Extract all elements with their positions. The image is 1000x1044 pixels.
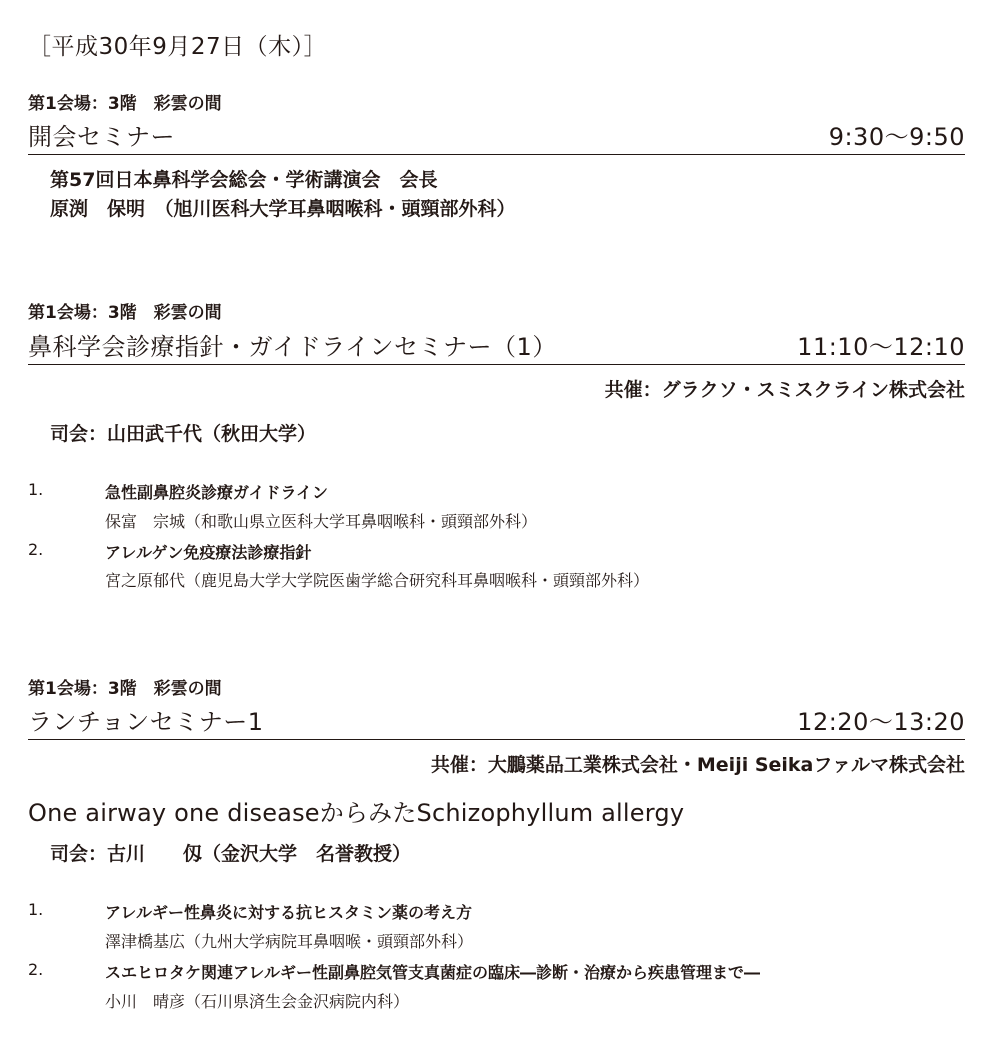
session-1-divider (28, 154, 965, 155)
session-1-president-line: 第57回日本鼻科学会総会・学術講演会 会長 (50, 169, 438, 191)
session-1-title: 開会セミナー (28, 123, 175, 151)
session-2-title: 鼻科学会診療指針・ガイドラインセミナー（1） (28, 333, 557, 361)
session-1-president-name: 原渕 保明 （旭川医科大学耳鼻咽喉科・頭頸部外科） (50, 198, 516, 220)
session-2-time: 11:10〜12:10 (797, 333, 965, 361)
session-2-talk-1-speaker: 保富 宗城（和歌山県立医科大学耳鼻咽喉科・頭頸部外科） (105, 512, 538, 531)
session-1-time: 9:30〜9:50 (828, 123, 965, 151)
session-3-talk-1-title: アレルギー性鼻炎に対する抗ヒスタミン薬の考え方 (105, 903, 472, 922)
session-2-divider (28, 364, 965, 365)
session-3-chair: 司会：古川 仭（金沢大学 名誉教授） (50, 843, 412, 865)
session-2-chair: 司会：山田武千代（秋田大学） (50, 423, 317, 445)
session-3-talk-2-number: 2. (28, 960, 44, 979)
session-3-title: ランチョンセミナー1 (28, 708, 264, 736)
session-3-talk-2-title: スエヒロタケ関連アレルギー性副鼻腔気管支真菌症の臨床―診断・治療から疾患管理まで― (105, 963, 760, 982)
session-2-talk-1-title: 急性副鼻腔炎診療ガイドライン (105, 483, 329, 502)
session-2-talk-2-number: 2. (28, 540, 44, 559)
session-3-talk-1-number: 1. (28, 900, 44, 919)
session-3-talk-1-speaker: 澤津橋基広（九州大学病院耳鼻咽喉・頭頸部外科） (105, 932, 474, 951)
session-3-talk-2-speaker: 小川 晴彦（石川県済生会金沢病院内科） (105, 992, 410, 1011)
session-3-time: 12:20〜13:20 (797, 708, 965, 736)
session-3-subtitle: One airway one diseaseからみたSchizophyllum allergy (28, 799, 685, 827)
session-2-sponsor: 共催：グラクソ・スミスクライン株式会社 (604, 379, 965, 401)
session-2-talk-2-title: アレルゲン免疫療法診療指針 (105, 543, 312, 562)
session-3-divider (28, 739, 965, 740)
session-2-talk-2-speaker: 宮之原郁代（鹿児島大学大学院医歯学総合研究科耳鼻咽喉科・頭頸部外科） (105, 571, 650, 590)
session-1-venue: 第1会場：3階 彩雲の間 (28, 94, 222, 114)
session-2-talk-1-number: 1. (28, 480, 44, 499)
session-3-venue: 第1会場：3階 彩雲の間 (28, 679, 222, 699)
session-3-sponsor: 共催：大鵬薬品工業株式会社・Meiji Seikaファルマ株式会社 (430, 754, 965, 776)
session-2-venue: 第1会場：3階 彩雲の間 (28, 303, 222, 323)
date-header: ［平成30年9月27日（木）］ (28, 34, 328, 60)
